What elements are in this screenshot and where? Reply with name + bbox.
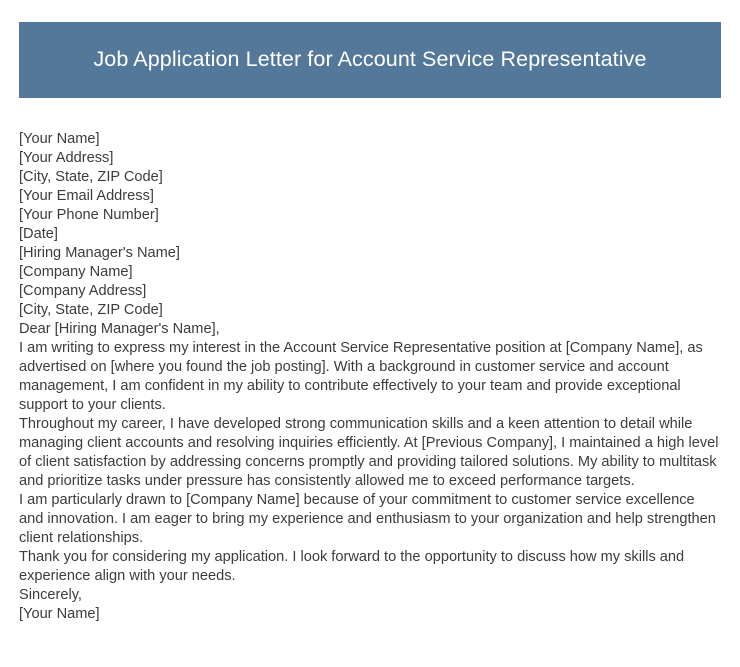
page-title: Job Application Letter for Account Service Representative [93, 47, 647, 72]
letter-line: [Hiring Manager's Name] [19, 245, 180, 261]
letter-line: [Company Name] [19, 264, 133, 280]
letter-line: [Date] [19, 226, 58, 242]
letter-line: I am particularly drawn to [Company Name] because of your commitment to customer service excellence and innovation. I am eager to bring my experience and enthusiasm to your organization and help strengthen client relationships. [19, 492, 720, 546]
letter-line: [Your Phone Number] [19, 207, 159, 223]
letter-line: [City, State, ZIP Code] [19, 169, 163, 185]
letter-line: [Your Name] [19, 131, 100, 147]
letter-body [19, 130, 721, 624]
letter-line: [Your Name] [19, 606, 100, 622]
letter-line: Throughout my career, I have developed strong communication skills and a keen attention to detail while managing client accounts and resolving inquiries efficiently. At [Previous Company], I maintained a high level of client satisfaction by addressing concerns promptly and providing tailored solutions. My ability to multitask and prioritize tasks under pressure has consistently allowed me to exceed performance targets. [19, 416, 723, 489]
letter-line: Dear [Hiring Manager's Name], [19, 321, 220, 337]
letter-line: Sincerely, [19, 587, 82, 603]
document-title-banner [19, 22, 721, 98]
letter-line: [Your Address] [19, 150, 114, 166]
letter-line: [City, State, ZIP Code] [19, 302, 163, 318]
letter-line: [Company Address] [19, 283, 147, 299]
letter-line: Thank you for considering my application. I look forward to the opportunity to discuss how my skills and experience align with your needs. [19, 549, 689, 584]
letter-line: I am writing to express my interest in the Account Service Representative position at [Company Name], as advertised on [where you found the job posting]. With a background in customer service and account management, I am confident in my ability to contribute effectively to your team and provide exceptional support to your clients. [19, 340, 707, 413]
letter-line: [Your Email Address] [19, 188, 154, 204]
